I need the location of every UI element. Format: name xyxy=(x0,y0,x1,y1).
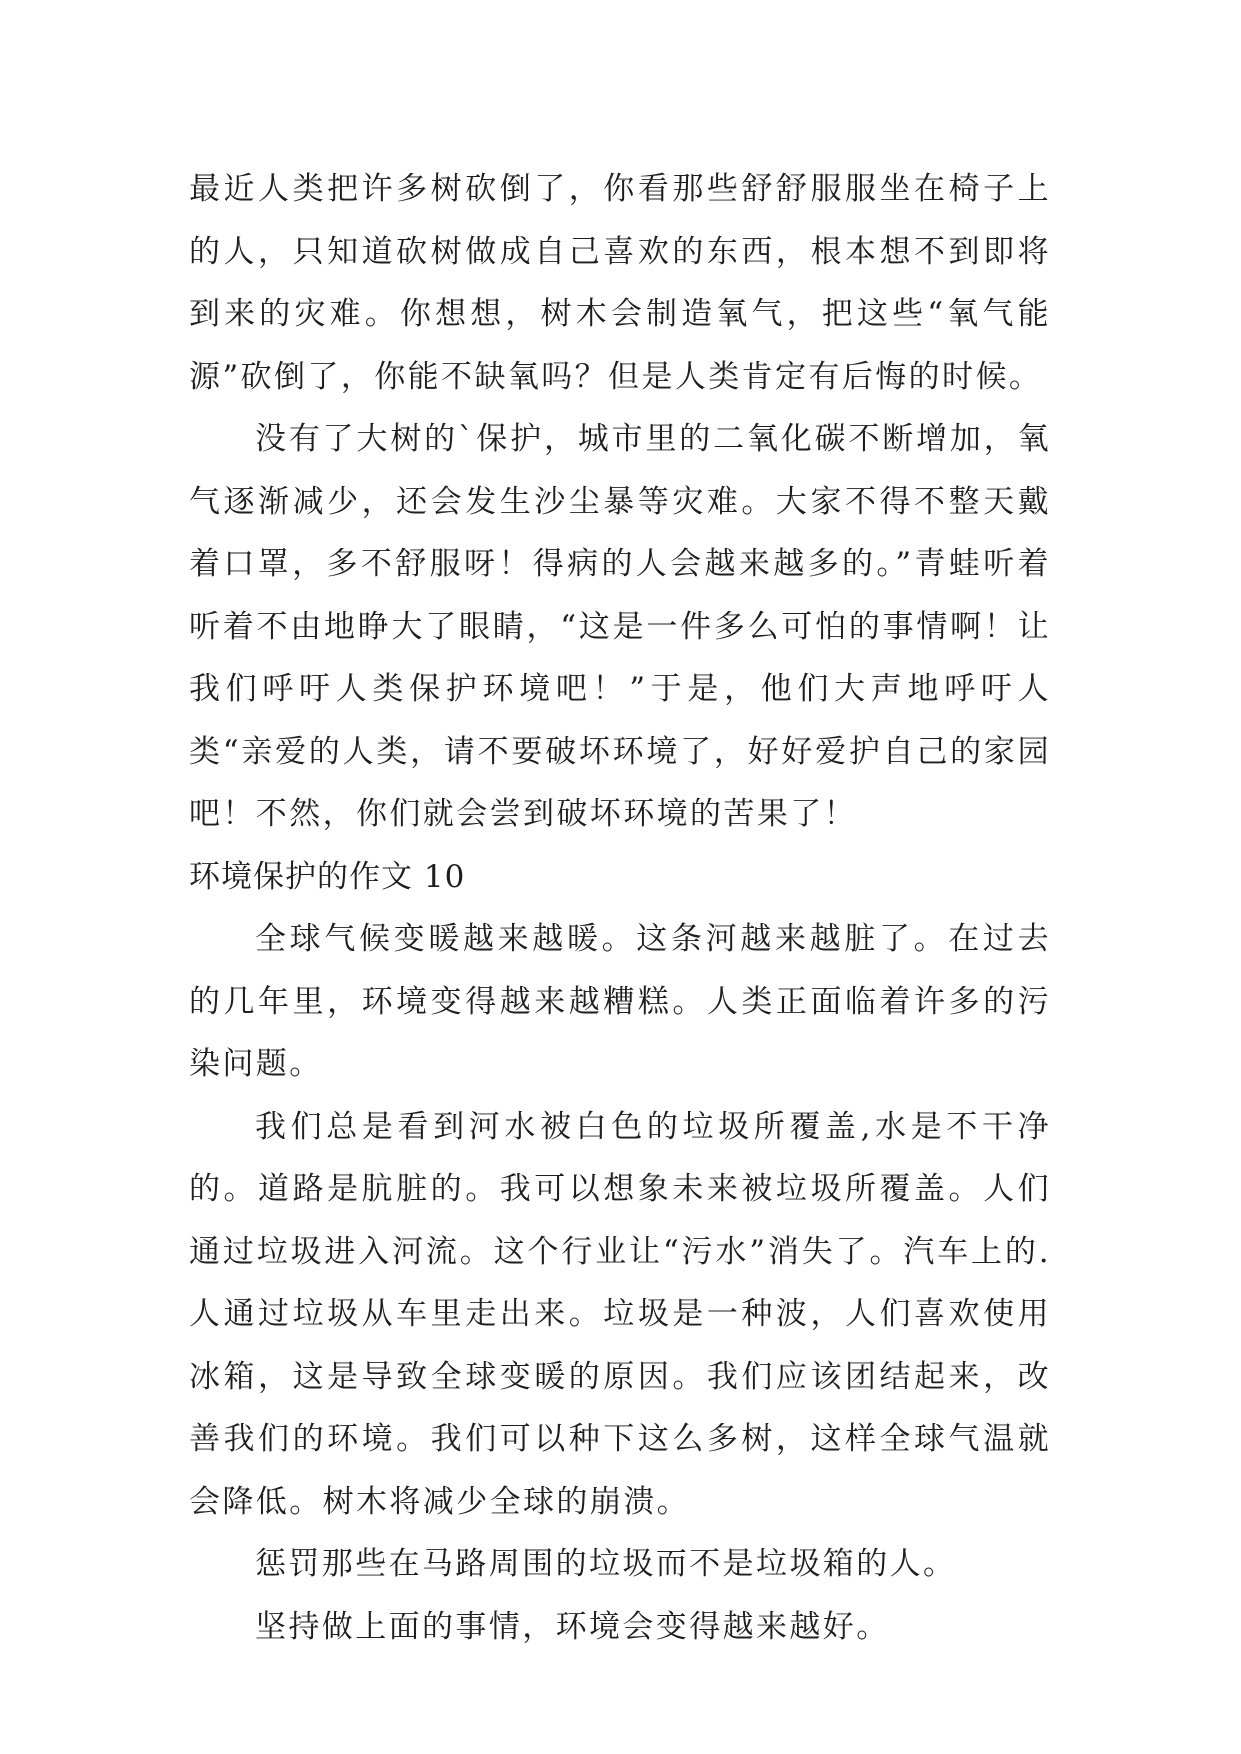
paragraph-conclusion: 坚持做上面的事情，环境会变得越来越好。 xyxy=(255,1608,890,1645)
paragraph-punish: 惩罚那些在马路周围的垃圾而不是垃圾箱的人。 xyxy=(255,1546,957,1582)
paragraph-deforestation: 最近人类把许多树砍倒了，你看那些舒舒服服坐在椅子上的人，只知道砍树做成自己喜欢的东西，根本想不到即将到来的灾难。你想想，树木会制造氧气，把这些“氧气能源”砍倒了，你能不缺氧吗？但是人类肯定有后悔的时候。 xyxy=(189,171,1051,395)
document-body xyxy=(189,158,1051,1658)
paragraph-frog-appeal: 没有了大树的`保护，城市里的二氧化碳不断增加，氧气逐渐减少，还会发生沙尘暴等灾难。大家不得不整天戴着口罩，多不舒服呀！得病的人会越来越多的。”青蛙听着听着不由地睁大了眼睛，“这是一件多么可怕的事情啊！让我们呼吁人类保护环境吧！”于是，他们大声地呼吁人类“亲爱的人类，请不要破坏环境了，好好爱护自己的家园吧！不然，你们就会尝到破坏环境的苦果了！ xyxy=(189,421,1051,832)
paragraph-garbage: 我们总是看到河水被白色的垃圾所覆盖,水是不干净的。道路是肮脏的。我可以想象未来被垃圾所覆盖。人们通过垃圾进入河流。这个行业让“污水”消失了。汽车上的.人通过垃圾从车里走出来。垃圾是一种波，人们喜欢使用冰箱，这是导致全球变暖的原因。我们应该团结起来，改善我们的环境。我们可以种下这么多树，这样全球气温就会降低。树木将减少全球的崩溃。 xyxy=(189,1108,1051,1520)
paragraph-global-warming: 全球气候变暖越来越暖。这条河越来越脏了。在过去的几年里，环境变得越来越糟糕。人类正面临着许多的污染问题。 xyxy=(189,921,1051,1082)
essay-heading: 环境保护的作文 10 xyxy=(189,858,466,895)
